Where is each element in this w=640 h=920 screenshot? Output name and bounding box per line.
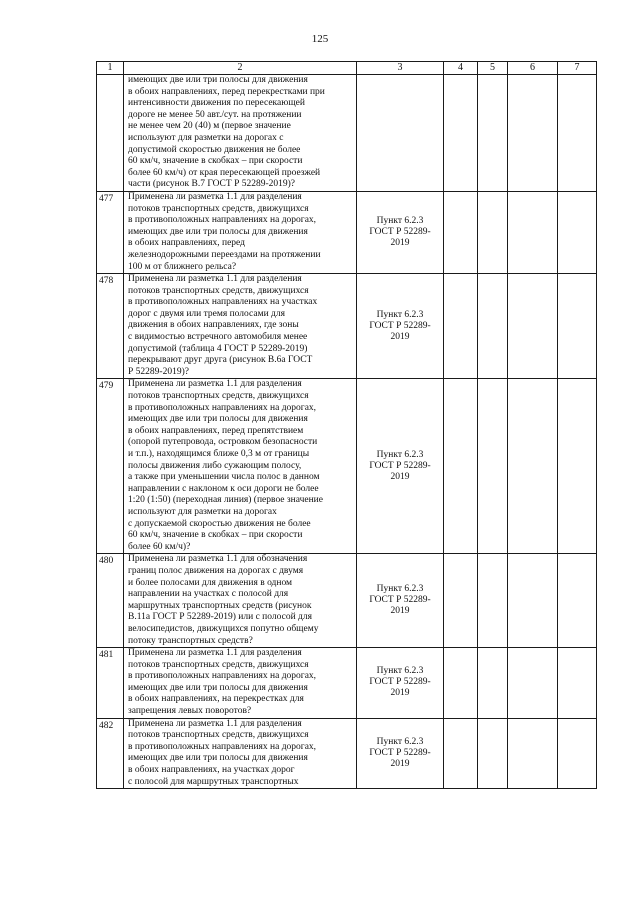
row-number-cell: 481 [97,648,124,719]
question-text-line: Применена ли разметка 1.1 для разделения [128,648,302,659]
question-text-line: имеющих две или три полосы для движения [128,75,308,85]
question-text-line: части (рисунок В.7 ГОСТ Р 52289-2019)? [128,179,296,190]
question-text-line: потоку транспортных средств? [128,635,253,646]
empty-cell-col-7 [558,718,597,789]
reference-cell [357,75,444,192]
empty-cell-col-7 [558,648,597,719]
table-row [97,274,597,379]
question-text-line: дороге не менее 50 авт./сут. на протяжении [128,109,302,120]
row-number-cell: 482 [97,718,124,789]
checklist-table [96,61,597,789]
reference-text-line: ГОСТ Р 52289- [369,320,431,331]
question-text-line: железнодорожными переездами на протяжении [128,249,321,260]
reference-text-line: ГОСТ Р 52289- [369,227,431,238]
question-text-line: более 60 км/ч) от края пересекающей проезжей [128,167,321,178]
question-cell [124,191,357,273]
empty-cell-col-5 [478,274,508,379]
question-text-line: потоков транспортных средств, движущихся [128,730,309,741]
reference-cell [357,718,444,789]
question-text-line: допустимой (таблица 4 ГОСТ Р 52289-2019) [128,343,308,354]
page-number: 125 [311,33,329,45]
question-text-line: (опорой путепровода, островком безопасности [128,437,318,448]
question-text-line: Применена ли разметка 1.1 для обозначения [128,554,308,565]
empty-cell-col-4 [444,379,478,554]
question-text-line: маршрутных транспортных средств (рисунок [128,600,312,611]
table-header-row [97,62,597,75]
empty-cell-col-6 [508,379,558,554]
question-cell [124,75,357,192]
question-text-line: В.11а ГОСТ Р 52289-2019) или с полосой для [128,612,312,623]
reference-cell [357,648,444,719]
column-header-4: 4 [444,62,478,75]
question-text-line: 60 км/ч, значение в скобках – при скорости [128,530,303,541]
empty-cell-col-4 [444,191,478,273]
question-text-line: направлении с наклоном к оси дороги не более [128,483,319,494]
question-text-line: используют для разметки на дорогах с [128,132,284,143]
question-text-line: запрещения левых поворотов? [128,706,252,717]
empty-cell-col-4 [444,75,478,192]
question-text-line: интенсивности движения по пересекающей [128,98,305,109]
reference-text-line: Пункт 6.2.3 [376,666,424,677]
empty-cell-col-4 [444,648,478,719]
reference-cell [357,274,444,379]
question-text-line: допустимой скоростью движения не более [128,144,301,155]
reference-text-line: Пункт 6.2.3 [376,309,424,320]
reference-text-line: ГОСТ Р 52289- [369,677,431,688]
reference-text-line: ГОСТ Р 52289- [369,460,431,471]
reference-text-line: 2019 [390,331,410,342]
question-cell [124,648,357,719]
question-text-line: имеющих две или три полосы для движения [128,226,308,237]
question-text-line: в противоположных направлениях на дорогах, [128,671,317,682]
column-header-5: 5 [478,62,508,75]
question-text-line: Применена ли разметка 1.1 для разделения [128,379,302,390]
reference-text-line: Пункт 6.2.3 [376,449,424,460]
question-text-line: используют для разметки на дорогах [128,506,277,517]
question-text-line: в противоположных направлениях на дорогах, [128,402,317,413]
reference-text-line: 2019 [390,758,410,769]
column-header-1: 1 [97,62,124,75]
question-text-line: и более полосами для движения в одном [128,577,293,588]
row-number-cell: 478 [97,274,124,379]
reference-text-line: ГОСТ Р 52289- [369,747,431,758]
empty-cell-col-7 [558,75,597,192]
question-text-line: имеющих две или три полосы для движения [128,682,308,693]
question-cell [124,554,357,648]
table-row [97,648,597,719]
question-text-line: потоков транспортных средств, движущихся [128,659,309,670]
question-text-line: 1:20 (1:50) (переходная линия) (первое значение [128,495,323,506]
question-text-line: потоков транспортных средств, движущихся [128,203,309,214]
question-text-line: движения в обоих направлениях, где зоны [128,320,299,331]
empty-cell-col-5 [478,554,508,648]
question-text-line: дорог с двумя или тремя полосами для [128,308,285,319]
table-row [97,75,597,192]
empty-cell-col-6 [508,718,558,789]
question-text-line: в обоих направлениях, на перекрестках для [128,694,304,705]
question-text-line: с допускаемой скоростью движения не более [128,518,311,529]
question-text-line: в противоположных направлениях на участках [128,297,318,308]
row-number-cell: 479 [97,379,124,554]
question-text-line: перекрывают друг друга (рисунок В.6а ГОСТ [128,355,313,366]
question-text-line: не менее чем 20 (40) м (первое значение [128,121,291,132]
empty-cell-col-7 [558,554,597,648]
question-text-line: в обоих направлениях, на участках дорог [128,765,295,776]
question-text-line: велосипедистов, движущихся попутно общему [128,623,319,634]
row-number-cell [97,75,124,192]
reference-text-line: 2019 [390,238,410,249]
reference-text-line: ГОСТ Р 52289- [369,595,431,606]
empty-cell-col-5 [478,75,508,192]
row-number-cell: 477 [97,191,124,273]
table-row [97,554,597,648]
empty-cell-col-6 [508,274,558,379]
empty-cell-col-5 [478,718,508,789]
empty-cell-col-4 [444,554,478,648]
question-cell [124,718,357,789]
table-row [97,379,597,554]
question-text-line: с видимостью встречного автомобиля менее [128,332,308,343]
empty-cell-col-5 [478,379,508,554]
empty-cell-col-7 [558,379,597,554]
column-header-2: 2 [124,62,357,75]
reference-text-line: Пункт 6.2.3 [376,216,424,227]
reference-cell [357,191,444,273]
empty-cell-col-5 [478,191,508,273]
question-text-line: Р 52289-2019)? [128,366,189,377]
question-text-line: имеющих две или три полосы для движения [128,414,308,425]
reference-text-line: Пункт 6.2.3 [376,584,424,595]
question-text-line: полосы движения либо сужающим полосу, [128,460,302,471]
question-text-line: более 60 км/ч)? [128,541,191,552]
empty-cell-col-6 [508,75,558,192]
question-text-line: Применена ли разметка 1.1 для разделения [128,191,302,202]
empty-cell-col-6 [508,191,558,273]
question-text-line: 100 м от ближнего рельса? [128,261,237,272]
question-text-line: потоков транспортных средств, движущихся [128,285,309,296]
empty-cell-col-4 [444,274,478,379]
empty-cell-col-4 [444,718,478,789]
reference-text-line: 2019 [390,471,410,482]
question-cell [124,379,357,554]
question-cell [124,274,357,379]
checklist-table-container [96,61,596,789]
empty-cell-col-6 [508,554,558,648]
question-text-line: границ полос движения на дорогах с двумя [128,565,304,576]
empty-cell-col-5 [478,648,508,719]
question-text-line: направлении на участках с полосой для [128,589,289,600]
empty-cell-col-6 [508,648,558,719]
question-text-line: 60 км/ч, значение в скобках – при скорости [128,156,303,167]
reference-cell [357,554,444,648]
reference-text-line: 2019 [390,688,410,699]
empty-cell-col-7 [558,191,597,273]
question-text-line: а также при уменьшении числа полос в данном [128,472,320,483]
reference-text-line: Пункт 6.2.3 [376,736,424,747]
question-text-line: в обоих направлениях, перед [128,238,245,249]
column-header-7: 7 [558,62,597,75]
column-header-6: 6 [508,62,558,75]
question-text-line: в противоположных направлениях на дорогах, [128,741,317,752]
column-header-3: 3 [357,62,444,75]
table-row [97,718,597,789]
question-text-line: в противоположных направлениях на дорогах, [128,215,317,226]
row-number-cell: 480 [97,554,124,648]
question-text-line: имеющих две или три полосы для движения [128,753,308,764]
reference-text-line: 2019 [390,606,410,617]
question-text-line: Применена ли разметка 1.1 для разделения [128,718,302,729]
question-text-line: в обоих направлениях, перед препятствием [128,425,304,436]
question-text-line: и т.п.), находящимся ближе 0,3 м от границы [128,449,310,459]
question-text-line: с полосой для маршрутных транспортных [128,776,299,787]
question-text-line: Применена ли разметка 1.1 для разделения [128,274,302,285]
empty-cell-col-7 [558,274,597,379]
table-row [97,191,597,273]
question-text-line: в обоих направлениях, перед перекрестками при [128,86,325,97]
reference-cell [357,379,444,554]
table-body [97,75,597,789]
question-text-line: потоков транспортных средств, движущихся [128,391,309,402]
